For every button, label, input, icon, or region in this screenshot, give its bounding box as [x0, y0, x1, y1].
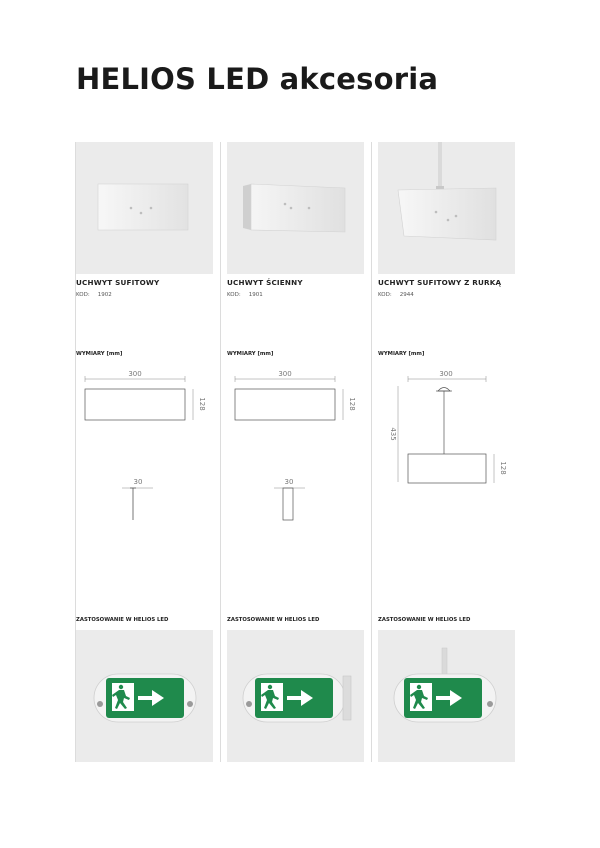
application-label: ZASTOSOWANIE W HELIOS LED — [76, 617, 169, 623]
application-label: ZASTOSOWANIE W HELIOS LED — [227, 617, 320, 623]
dimension-drawing — [378, 364, 515, 534]
dimension-thickness: 30 — [284, 478, 294, 486]
product-code: KOD: 1902 — [76, 292, 112, 298]
column-divider — [220, 142, 221, 762]
dimension-width: 300 — [128, 370, 142, 378]
dimension-drop: 435 — [389, 427, 397, 441]
dimension-height: 128 — [499, 461, 507, 475]
product-code: KOD: 2944 — [378, 292, 414, 298]
dimension-thickness: 30 — [133, 478, 143, 486]
dimension-height: 128 — [198, 397, 206, 411]
dimensions-label: WYMIARY [mm] — [76, 351, 123, 357]
dimension-width: 300 — [278, 370, 292, 378]
dimension-drawing — [227, 364, 364, 534]
product-photo — [76, 142, 213, 274]
product-photo — [378, 142, 515, 274]
application-label: ZASTOSOWANIE W HELIOS LED — [378, 617, 471, 623]
product-name: UCHWYT SUFITOWY Z RURKĄ — [378, 278, 502, 287]
application-photo — [227, 630, 364, 762]
application-photo — [76, 630, 213, 762]
product-name: UCHWYT ŚCIENNY — [227, 278, 303, 287]
product-column-ceiling — [76, 142, 213, 762]
application-photo — [378, 630, 515, 762]
dimensions-label: WYMIARY [mm] — [378, 351, 425, 357]
product-code: KOD: 1901 — [227, 292, 263, 298]
dimension-drawing — [76, 364, 213, 534]
product-name: UCHWYT SUFITOWY — [76, 278, 160, 287]
column-divider — [371, 142, 372, 762]
product-photo — [227, 142, 364, 274]
dimensions-label: WYMIARY [mm] — [227, 351, 274, 357]
dimension-width: 300 — [439, 370, 453, 378]
page-title: HELIOS LED akcesoria — [76, 62, 439, 96]
product-column-wall — [227, 142, 364, 762]
dimension-height: 128 — [348, 397, 356, 411]
product-column-ceiling-tube — [378, 142, 515, 762]
